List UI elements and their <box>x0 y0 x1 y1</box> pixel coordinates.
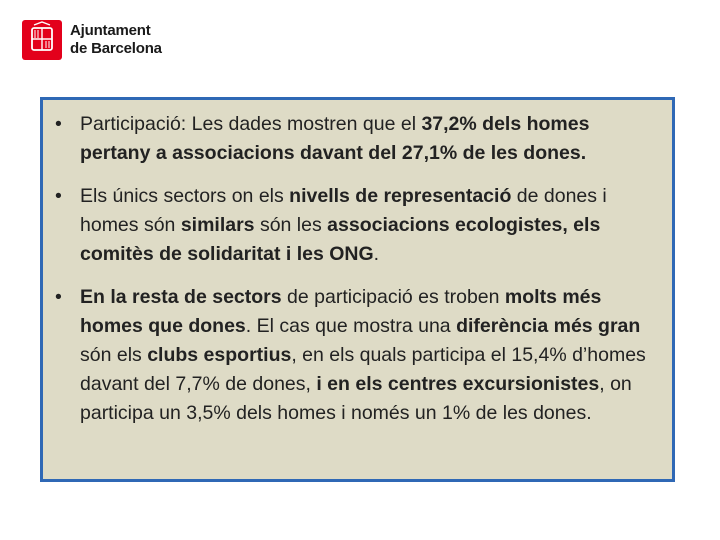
bullet-text-segment: , en els quals participa el 15,4% d’homes davant del 7,7% de dones, <box>80 344 646 395</box>
logo-line-1: Ajuntament <box>70 22 151 39</box>
bullet-text-segment: Participació: Les dades mostren que el <box>80 113 422 135</box>
logo-line-2: de Barcelona <box>70 40 162 57</box>
bullet-item <box>77 283 650 428</box>
bullet-list <box>77 110 650 428</box>
bullet-text-segment: . El cas que mostra una <box>245 315 457 337</box>
ajuntament-logo <box>22 20 162 60</box>
bullet-text-segment: nivells de representació <box>289 185 512 207</box>
bullet-text-segment: de dones i homes són <box>80 185 607 236</box>
bullet-text-segment: són els <box>80 344 148 366</box>
logo-text <box>70 22 162 58</box>
bullet-text-segment: similars <box>180 214 255 236</box>
bullet-text-segment: dels homes pertany a associacions davant del 27,1% de les dones. <box>80 113 590 164</box>
bullet-item <box>77 110 650 168</box>
bullet-text-segment: . <box>373 243 380 265</box>
content-box <box>40 97 675 482</box>
bullet-text-segment: de participació es troben <box>281 286 505 308</box>
bullet-text-segment: diferència més gran <box>456 315 641 337</box>
barcelona-shield-icon <box>22 20 62 60</box>
bullet-text-segment: associacions ecologistes, els comitès de solidaritat i les ONG <box>80 214 601 265</box>
bullet-item <box>77 182 650 269</box>
bullet-text-segment: , on participa un 3,5% dels homes i només un 1% de les dones. <box>80 373 632 424</box>
bullet-text-segment: En la resta de sectors <box>80 286 282 308</box>
bullet-text-segment: i en els centres excursionistes <box>316 373 600 395</box>
bullet-text-segment: molts més homes que dones <box>80 286 602 337</box>
bullet-text-segment: Els únics sectors on els <box>80 185 290 207</box>
bullet-text-segment: 37,2% <box>421 113 477 135</box>
bullet-text-segment: clubs esportius <box>147 344 292 366</box>
bullet-text-segment: són les <box>254 214 328 236</box>
